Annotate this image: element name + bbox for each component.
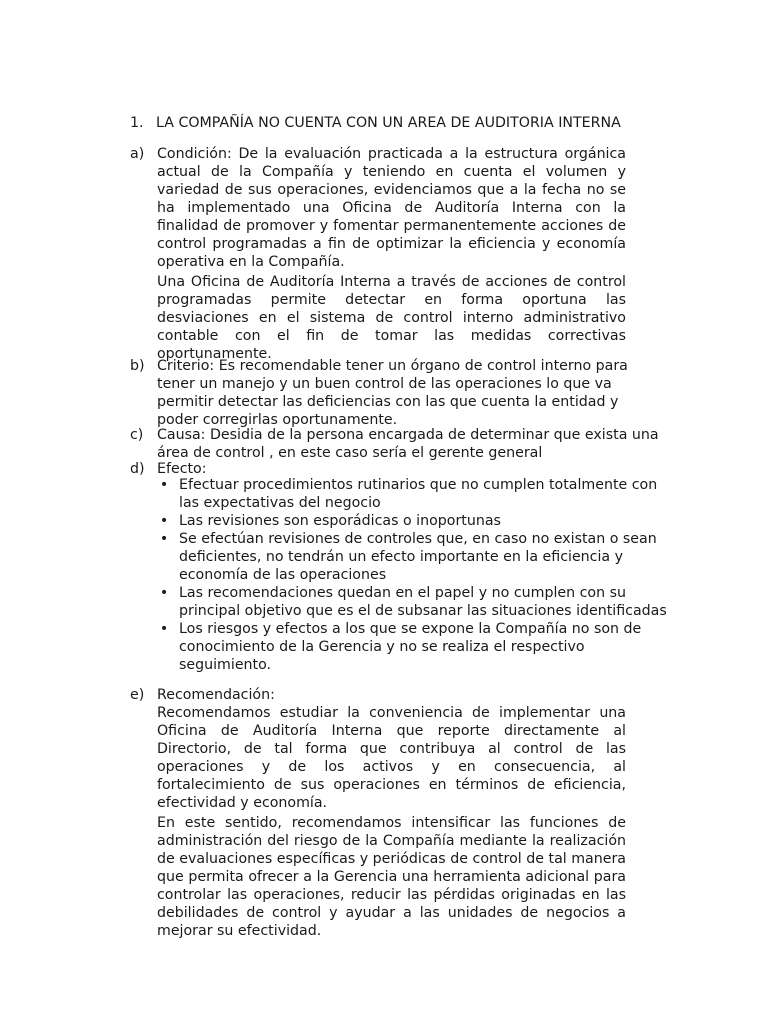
item-c-marker: c) (130, 427, 144, 443)
item-b-text: Criterio: Es recomendable tener un órgano de control interno para tener un manejo y un buen control de las operaciones lo que va permitir detectar las deficiencias con las que cuenta la entidad y poder corregirlas oportunamente. (157, 358, 628, 428)
item-d-marker: d) (130, 461, 145, 477)
effect-text: Las recomendaciones quedan en el papel y no cumplen con su principal objetivo que es el de subsanar las situaciones identificadas (179, 585, 667, 619)
item-b-marker: b) (130, 358, 145, 374)
effects-list (157, 476, 667, 674)
item-a-condicion (130, 145, 626, 363)
bullet-icon: • (159, 531, 169, 547)
item-a-marker: a) (130, 146, 145, 162)
item-e-recomendacion (130, 686, 626, 940)
list-item (157, 530, 667, 584)
item-a-paragraph-2: Una Oficina de Auditoría Interna a través de acciones de control programadas permite detectar en forma oportuna las desviaciones en el sistema de control interno administrativo contable con el fin de tomar las medidas correctivas oportunamente. (157, 274, 626, 362)
bullet-icon: • (159, 585, 169, 601)
item-e-marker: e) (130, 687, 145, 703)
item-b-criterio (130, 357, 640, 429)
section-heading (130, 113, 650, 133)
item-e-paragraph-1: Recomendamos estudiar la conveniencia de implementar una Oficina de Auditoría Interna que reporte directamente al Directorio, de tal forma que contribuya al control de las operaciones y de los activos y en consecuencia, al fortalecimiento de sus operaciones en términos de eficiencia, efectividad y economía. (157, 705, 626, 811)
list-item (157, 584, 667, 620)
item-e-label: Recomendación: (157, 687, 275, 703)
bullet-icon: • (159, 513, 169, 529)
effect-text: Los riesgos y efectos a los que se expone la Compañía no son de conocimiento de la Gerencia y no se realiza el respectivo seguimiento. (179, 621, 642, 673)
item-c-causa (130, 426, 670, 462)
heading-number: 1. (130, 115, 144, 131)
item-e-paragraph-2: En este sentido, recomendamos intensificar las funciones de administración del riesgo de la Compañía mediante la realización de evaluaciones específicas y periódicas de control de tal manera que permita ofrecer a la Gerencia una herramienta adicional para controlar las operaciones, reducir las pérdidas originadas en las debilidades de control y ayudar a las unidades de negocios a mejorar su efectividad. (157, 815, 626, 939)
item-c-text: Causa: Desidia de la persona encargada de determinar que exista una área de control , en este caso sería el gerente general (157, 427, 659, 461)
effect-text: Las revisiones son esporádicas o inoportunas (179, 513, 501, 529)
effect-text: Efectuar procedimientos rutinarios que no cumplen totalmente con las expectativas del negocio (179, 477, 658, 511)
list-item (157, 512, 667, 530)
effect-text: Se efectúan revisiones de controles que, en caso no existan o sean deficientes, no tendrán un efecto importante en la eficiencia y economía de las operaciones (179, 531, 657, 583)
item-a-paragraph-1: Condición: De la evaluación practicada a la estructura orgánica actual de la Compañía y teniendo en cuenta el volumen y variedad de sus operaciones, evidenciamos que a la fecha no se ha implementado una Oficina de Auditoría Interna con la finalidad de promover y fomentar permanentemente acciones de control programadas a fin de optimizar la eficiencia y economía operativa en la Compañía. (157, 146, 626, 270)
heading-title: LA COMPAÑÍA NO CUENTA CON UN AREA DE AUDITORIA INTERNA (156, 115, 621, 131)
bullet-icon: • (159, 621, 169, 637)
list-item (157, 620, 667, 674)
list-item (157, 476, 667, 512)
bullet-icon: • (159, 477, 169, 493)
item-d-label: Efecto: (157, 461, 207, 477)
